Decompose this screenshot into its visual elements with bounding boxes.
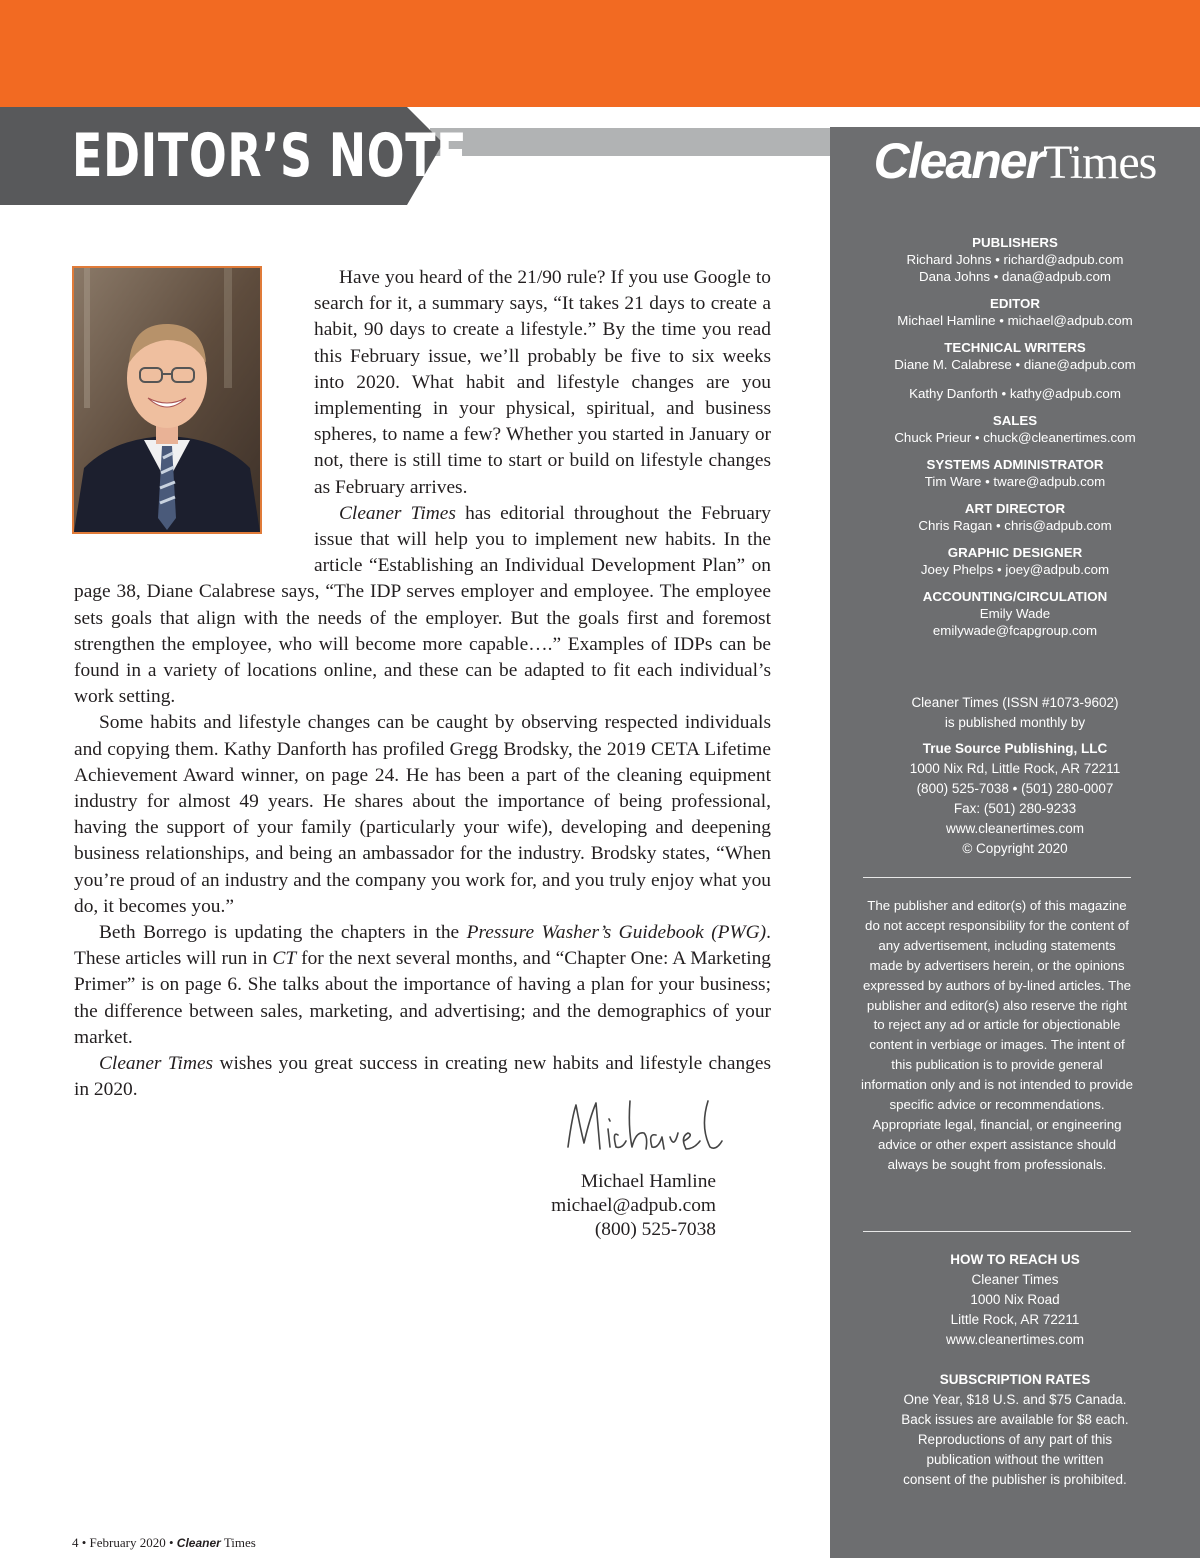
- publication-info: Cleaner Times (ISSN #1073-9602) is published monthly by True Source Publishing, LLC 1000 Nix Rd, Little Rock, AR 72211 (800) 525-7038 • (501) 280-0007 Fax: (501) 280-9233 www.cleanertimes.com © Copyright 2020: [830, 693, 1200, 859]
- section-heading: HOW TO REACH US: [950, 1252, 1080, 1267]
- section-heading: SYSTEMS ADMINISTRATOR: [926, 457, 1104, 472]
- top-orange-band: [0, 0, 1200, 107]
- paragraph: Some habits and lifestyle changes can be caught by observing respected individuals and copying them. Kathy Danforth has profiled Gregg Brodsky, the 2019 CETA Lifetime Achievement Award winner, on page 24. He has been a part of the cleaning equipment industry for almost 49 years. He shares about the importance of being professional, having the support of your family (particularly your wife), developing and deepening business relationships, and being an ambassador for the industry. Brodsky states, “When you’re proud of an industry and the company you work for, and you truly enjoy what you do, it becomes you.”: [74, 712, 771, 917]
- paragraph: Beth Borrego is updating the chapters in the Pressure Washer’s Guidebook (PWG). These articles will run in CT for the next several months, and “Chapter One: A Marketing Primer” is on page 6. She talks about the importance of having a plan for your business; the difference between sales, marketing, and advertising; and the demographics of your market.: [74, 922, 772, 1048]
- staff-line: Emily Wade: [979, 606, 1051, 621]
- website-text: www.cleanertimes.com: [945, 1332, 1085, 1347]
- publication-logo: CleanerTimes: [873, 133, 1157, 189]
- section-heading: PUBLISHERS: [972, 235, 1058, 250]
- section-heading: GRAPHIC DESIGNER: [947, 545, 1083, 560]
- divider: [863, 877, 1131, 878]
- staff-line: Tim Ware • tware@adpub.com: [924, 474, 1106, 489]
- staff-line: Joey Phelps • joey@adpub.com: [920, 562, 1110, 577]
- staff-line: Chris Ragan • chris@adpub.com: [918, 518, 1112, 533]
- author-name: Michael Hamline: [580, 1171, 716, 1192]
- staff-line: Dana Johns • dana@adpub.com: [919, 269, 1111, 284]
- header-stripe: [430, 128, 830, 156]
- staff-line: Diane M. Calabrese • diane@adpub.com: [894, 357, 1136, 372]
- disclaimer-text: The publisher and editor(s) of this magazine do not accept responsibility for the content of any advertisement, including statements made by advertisers herein, or the opinions expressed by authors of by-lined articles. The publisher and editor(s) also reserve the right to reject any ad or article for objectionable content in verbiage or images. The intent of this publication is to provide general information only and is not intended to provide specific advice or recommendations. Appropriate legal, financial, or engineering advice or other expert assistance should always be sought from professionals.: [860, 898, 1134, 1172]
- contact-info: HOW TO REACH US Cleaner Times 1000 Nix Road Little Rock, AR 72211 www.cleanertimes.com SUBSCRIPTION RATES One Year, $18 U.S. and $75 Canada. Back issues are available for $8 each. Reproductions of any part of this publication without the written consent of the publisher is prohibited.: [830, 1250, 1200, 1490]
- page-title: EDITOR’S NOTE: [72, 121, 468, 191]
- signature: [560, 1097, 730, 1157]
- staff-line: Kathy Danforth • kathy@adpub.com: [909, 386, 1121, 401]
- author-email: michael@adpub.com: [551, 1195, 716, 1216]
- section-heading: SUBSCRIPTION RATES: [939, 1372, 1091, 1387]
- staff-line: Michael Hamline • michael@adpub.com: [897, 313, 1133, 328]
- paragraph: Cleaner Times has editorial throughout the February issue that will help you to implement new habits. In the article “Establishing an Individual Development Plan” on page 38, Diane Calabrese says, “The IDP serves employer and employee. The employee sets goals that align with the needs of the employer. But the goals first and foremost strengthen the employee, who will become more capable….” Examples of IDPs can be found in a variety of locations online, and these can be adapted to fit each individual’s work setting.: [74, 502, 772, 708]
- author-signoff: [480, 1170, 716, 1242]
- section-heading: ART DIRECTOR: [964, 501, 1066, 516]
- staff-line: emilywade@fcapgroup.com: [932, 623, 1098, 638]
- page-footer: 4 • February 2020 • Cleaner Times: [72, 1535, 256, 1550]
- staff-list: [830, 234, 1200, 639]
- paragraph: Have you heard of the 21/90 rule? If you use Google to search for it, a summary says, “It takes 21 days to create a habit, 90 days to create a lifestyle.” By the time you read this February issue, we’ll probably be five to six weeks into 2020. What habit and lifestyle changes are you implementing in your physical, spiritual, and business spheres, to name a few? Whether you started in January or not, there is still time to start or build on lifestyle changes as February arrives.: [314, 267, 771, 498]
- website-text: www.cleanertimes.com: [945, 821, 1085, 836]
- section-heading: TECHNICAL WRITERS: [944, 340, 1086, 355]
- author-phone: (800) 525-7038: [594, 1219, 716, 1240]
- masthead-sidebar: [830, 127, 1200, 1558]
- divider: [863, 1231, 1131, 1232]
- paragraph: Cleaner Times wishes you great success in creating new habits and lifestyle changes in 2020.: [74, 1053, 771, 1101]
- section-heading: EDITOR: [990, 296, 1040, 311]
- editorial-body: [74, 265, 771, 1104]
- staff-line: Richard Johns • richard@adpub.com: [906, 252, 1124, 267]
- staff-line: Chuck Prieur • chuck@cleanertimes.com: [894, 430, 1136, 445]
- section-heading: SALES: [992, 413, 1038, 428]
- section-heading: ACCOUNTING/CIRCULATION: [922, 589, 1108, 604]
